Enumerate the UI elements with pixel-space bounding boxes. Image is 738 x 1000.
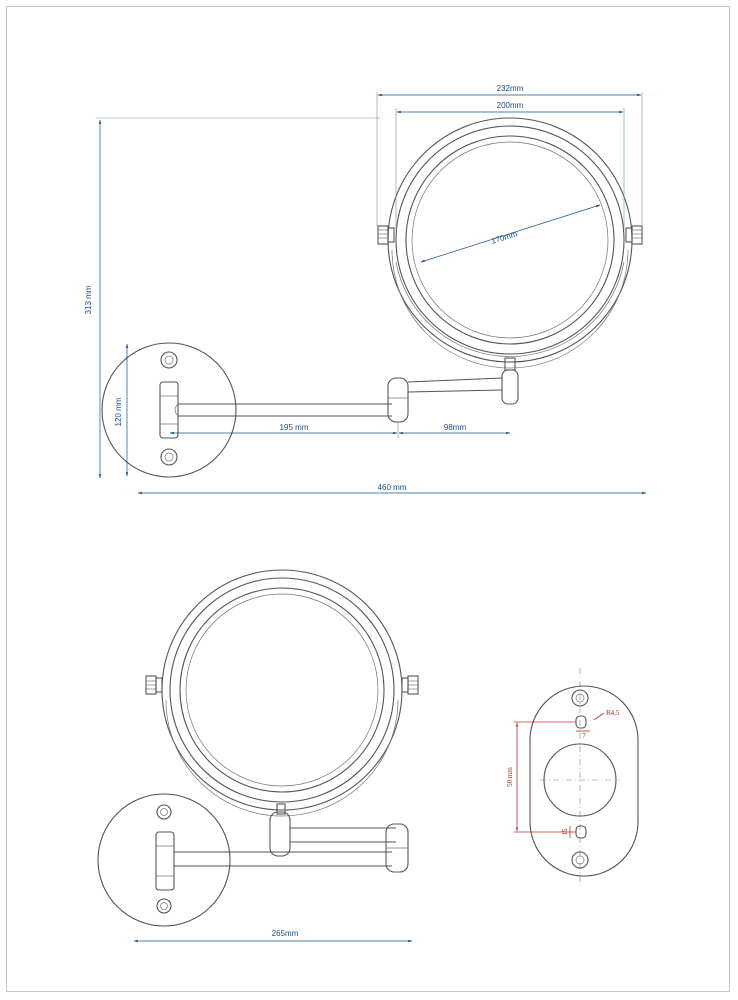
pivot-knob-left (378, 226, 394, 244)
dim-label-7: 7 (582, 732, 586, 740)
dim-460 (138, 483, 646, 493)
dim-label-98: 98mm (443, 423, 467, 432)
dim-label-15: 15 (561, 828, 569, 836)
dim-label-232: 232mm (496, 84, 524, 93)
swing-arm-folded (174, 804, 408, 872)
back-plate-detail (506, 668, 638, 888)
dim-label-200: 200mm (496, 101, 524, 110)
dim-313 (84, 118, 380, 478)
dim-label-265: 265mm (271, 929, 299, 938)
dim-98 (399, 423, 510, 433)
dim-label-r45: R4,5 (606, 709, 620, 717)
dim-label-50: 50 mm (506, 767, 514, 787)
dim-170 (421, 205, 600, 262)
front-view-extended (84, 84, 646, 493)
mirror-head-folded (162, 570, 402, 816)
dim-label-120: 120 mm (114, 397, 123, 427)
dim-label-313: 313 mm (84, 285, 93, 315)
wall-plate-folded (98, 794, 230, 926)
dim-label-170: 170mm (490, 229, 519, 246)
pivot-knob-right (626, 226, 642, 244)
dim-200 (396, 101, 624, 230)
mirror-neck (502, 358, 518, 404)
dim-265 (134, 929, 412, 941)
pivot-knob-left-folded (146, 676, 162, 694)
swing-arm (175, 378, 502, 422)
pivot-knob-right-folded (402, 676, 418, 694)
dim-195 (170, 422, 398, 438)
front-view-folded (98, 570, 418, 941)
dim-label-195: 195 mm (279, 423, 309, 432)
mirror-head (388, 118, 632, 368)
dim-label-460: 460 mm (377, 483, 407, 492)
